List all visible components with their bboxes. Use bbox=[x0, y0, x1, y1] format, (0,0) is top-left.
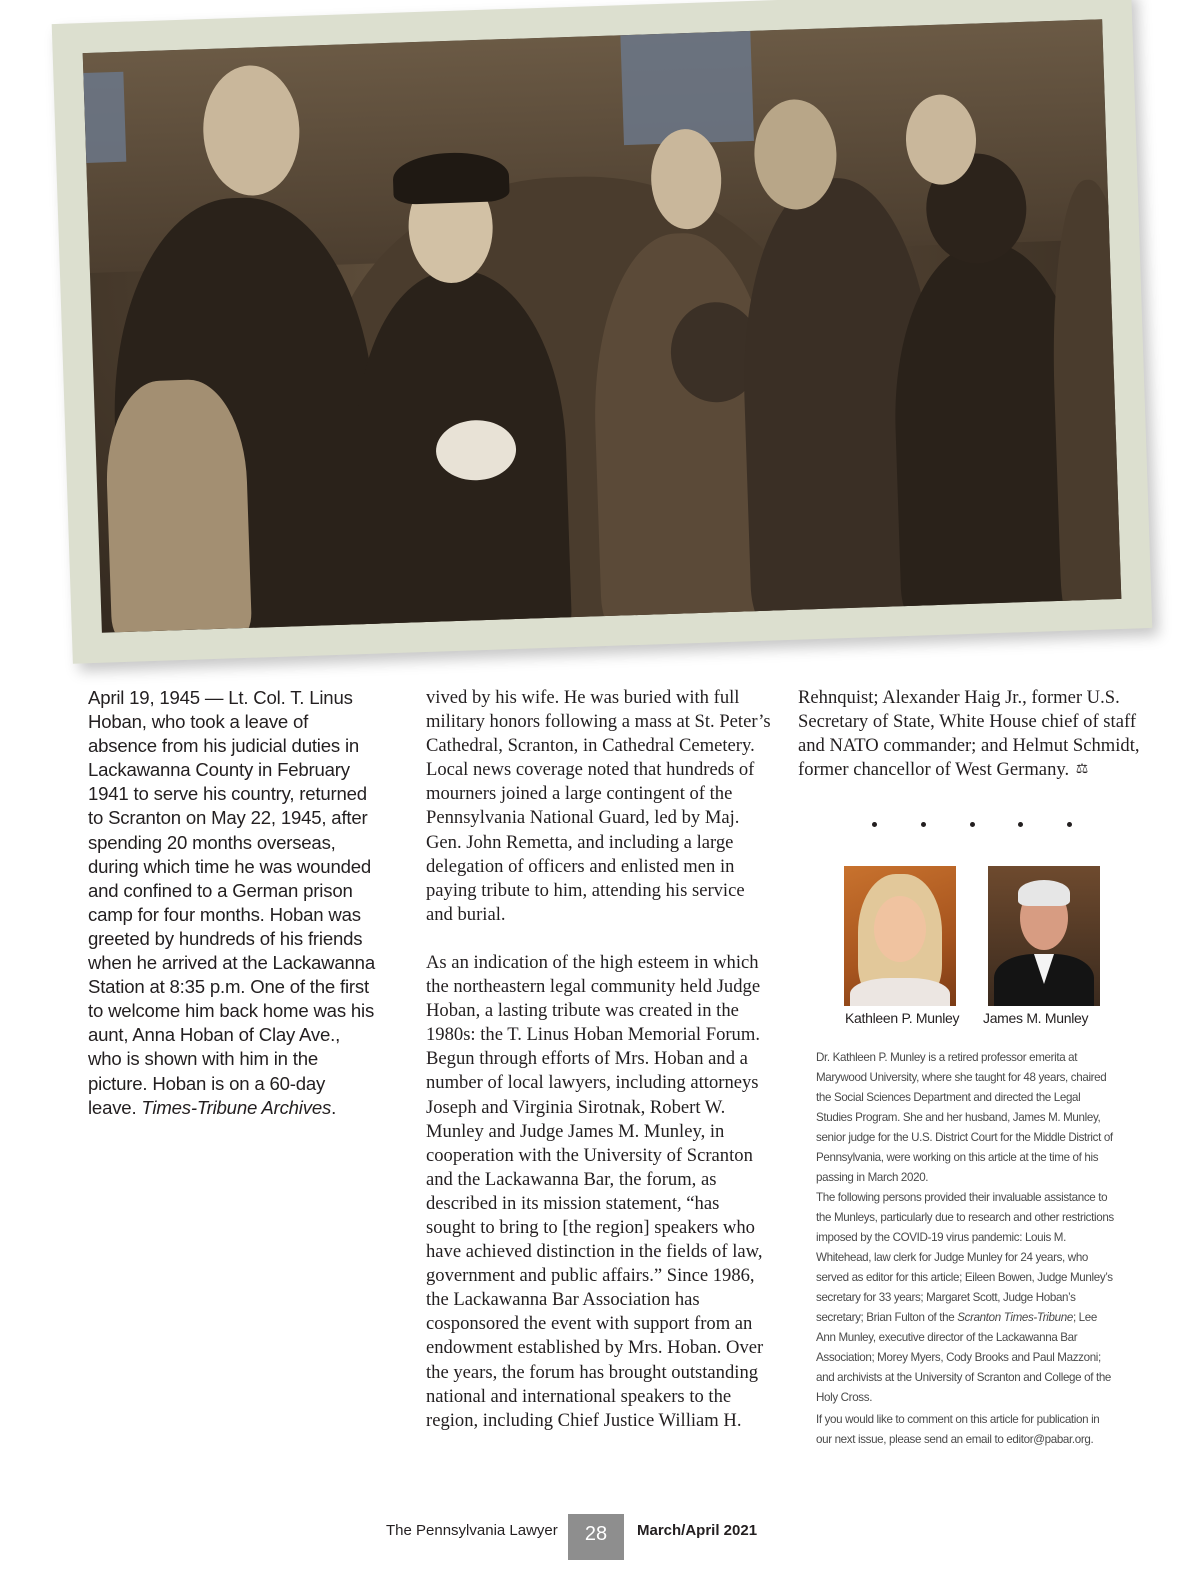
photo-window bbox=[620, 31, 754, 145]
photo-window-left bbox=[83, 72, 126, 163]
section-divider-dots bbox=[872, 822, 1072, 827]
photo-frame bbox=[52, 0, 1153, 664]
portrait-hair bbox=[1018, 880, 1070, 906]
page-number: 28 bbox=[568, 1514, 624, 1560]
scales-of-justice-icon: ⚖ bbox=[1075, 762, 1089, 778]
divider-dot bbox=[970, 822, 975, 827]
portrait-james-munley bbox=[988, 866, 1100, 1006]
portrait-shirt bbox=[850, 978, 950, 1006]
acknowledgements-publication: Scranton Times-Tribune bbox=[957, 1311, 1073, 1324]
footer-issue-date: March/April 2021 bbox=[637, 1522, 758, 1539]
caption-text: April 19, 1945 — Lt. Col. T. Linus Hoban, who took a leave of absence from his judicial duties in Lackawanna County in February 1941 to serve his country, returned to Scranton on May 22, 1945, after spending 20 months overseas, during which time he was wounded and confined to a German prison camp for four months. Hoban was greeted by hundreds of his friends when he arrived at the Lackawanna Station at 8:35 p.m. One of the first to welcome him back home was his aunt, Anna Hoban of Clay Ave., who is shown with him in the picture. Hoban is on a 60-day leave. bbox=[88, 687, 375, 1118]
comment-invitation: If you would like to comment on this article for publication in our next issue, please send an email to editor@pabar.org. bbox=[816, 1413, 1100, 1446]
acknowledgements-text: The following persons provided their invaluable assistance to the Munleys, particularly due to research and other restrictions imposed by the COVID-19 virus pandemic: Louis M. Whitehead, law clerk for Judge Munley for 24 years, who served as editor for this article; Eileen Bowen, Judge Munley’s secretary for 33 years; Margaret Scott, Judge Hoban’s secretary; Brian Fulton of the bbox=[816, 1191, 1114, 1324]
article-paragraph-1: vived by his wife. He was buried with full military honors following a mass at St. Peter’s Cathedral, Scranton, in Cathedral Cemetery. Local news coverage noted that hundreds of mourners joined a large contingent of the Pennsylvania National Guard, led by Maj. Gen. John Remetta, and including a large delegation of officers and enlisted men in paying tribute to him, attending his service and burial. bbox=[426, 687, 771, 925]
divider-dot bbox=[872, 822, 877, 827]
historic-group-photo bbox=[83, 19, 1122, 632]
article-paragraph-3-text: Rehnquist; Alexander Haig Jr., former U.S. Secretary of State, White House chief of staff and NATO commander; and Helmut Schmidt, former chancellor of West Germany. bbox=[798, 687, 1140, 781]
footer-publication: The Pennsylvania Lawyer bbox=[386, 1522, 558, 1539]
acknowledgements bbox=[816, 1188, 1116, 1408]
author-name-james: James M. Munley bbox=[983, 1010, 1089, 1026]
divider-dot bbox=[921, 822, 926, 827]
divider-dot bbox=[1018, 822, 1023, 827]
article-column-2 bbox=[426, 686, 771, 1433]
portrait-kathleen-munley bbox=[844, 866, 956, 1006]
article-paragraph-2: As an indication of the high esteem in which the northeastern legal community held Judge Hoban, a lasting tribute was created in the 1980s: the T. Linus Hoban Memorial Forum. Begun through efforts of Mrs. Hoban and a number of local lawyers, including attorneys Joseph and Virginia Sirotnak, Robert W. Munley and Judge James M. Munley, in cooperation with the University of Scranton and the Lackawanna Bar, the forum, as described in its mission statement, “has sought to bring to [the region] speakers who have achieved distinction in the fields of law, government and public affairs.” Since 1986, the Lackawanna Bar Association has cosponsored the event with support from an endowment established by Mrs. Hoban. Over the years, the forum has brought outstanding national and international speakers to the region, including Chief Justice William H. bbox=[426, 951, 764, 1431]
photo-officer-coat bbox=[104, 378, 253, 633]
author-name-kathleen: Kathleen P. Munley bbox=[845, 1010, 960, 1026]
caption-credit: Times-Tribune Archives bbox=[141, 1096, 332, 1118]
author-bio: Dr. Kathleen P. Munley is a retired professor emerita at Marywood University, where she taught for 48 years, chaired the Social Sciences Department and directed the Legal Studies Program. She and her husband, James M. Munley, senior judge for the U.S. District Court for the Middle District of Pennsylvania, were working on this article at the time of his passing in March 2020. bbox=[816, 1051, 1113, 1184]
article-column-3 bbox=[798, 686, 1148, 782]
photo-caption: April 19, 1945 — Lt. Col. T. Linus Hoban, who took a leave of absence from his judicial duties in Lackawanna County in February 1941 to serve his country, returned to Scranton on May 22, 1945, after spending 20 months overseas, during which time he was wounded and confined to a German prison camp for four months. Hoban was greeted by hundreds of his friends when he arrived at the Lackawanna Station at 8:35 p.m. One of the first to welcome him back home was his aunt, Anna Hoban of Clay Ave., who is shown with him in the picture. Hoban is on a 60-day leave. Times-Tribune Archives. bbox=[88, 687, 375, 1118]
article-paragraph-3 bbox=[798, 686, 1148, 782]
divider-dot bbox=[1067, 822, 1072, 827]
acknowledgements-text-end: ; Lee Ann Munley, executive director of the Lackawanna Bar Association; Morey Myers, Cody Brooks and Paul Mazzoni; and archivists at the University of Scranton and College of the Holy Cross. bbox=[816, 1311, 1112, 1404]
portrait-face bbox=[874, 896, 926, 962]
